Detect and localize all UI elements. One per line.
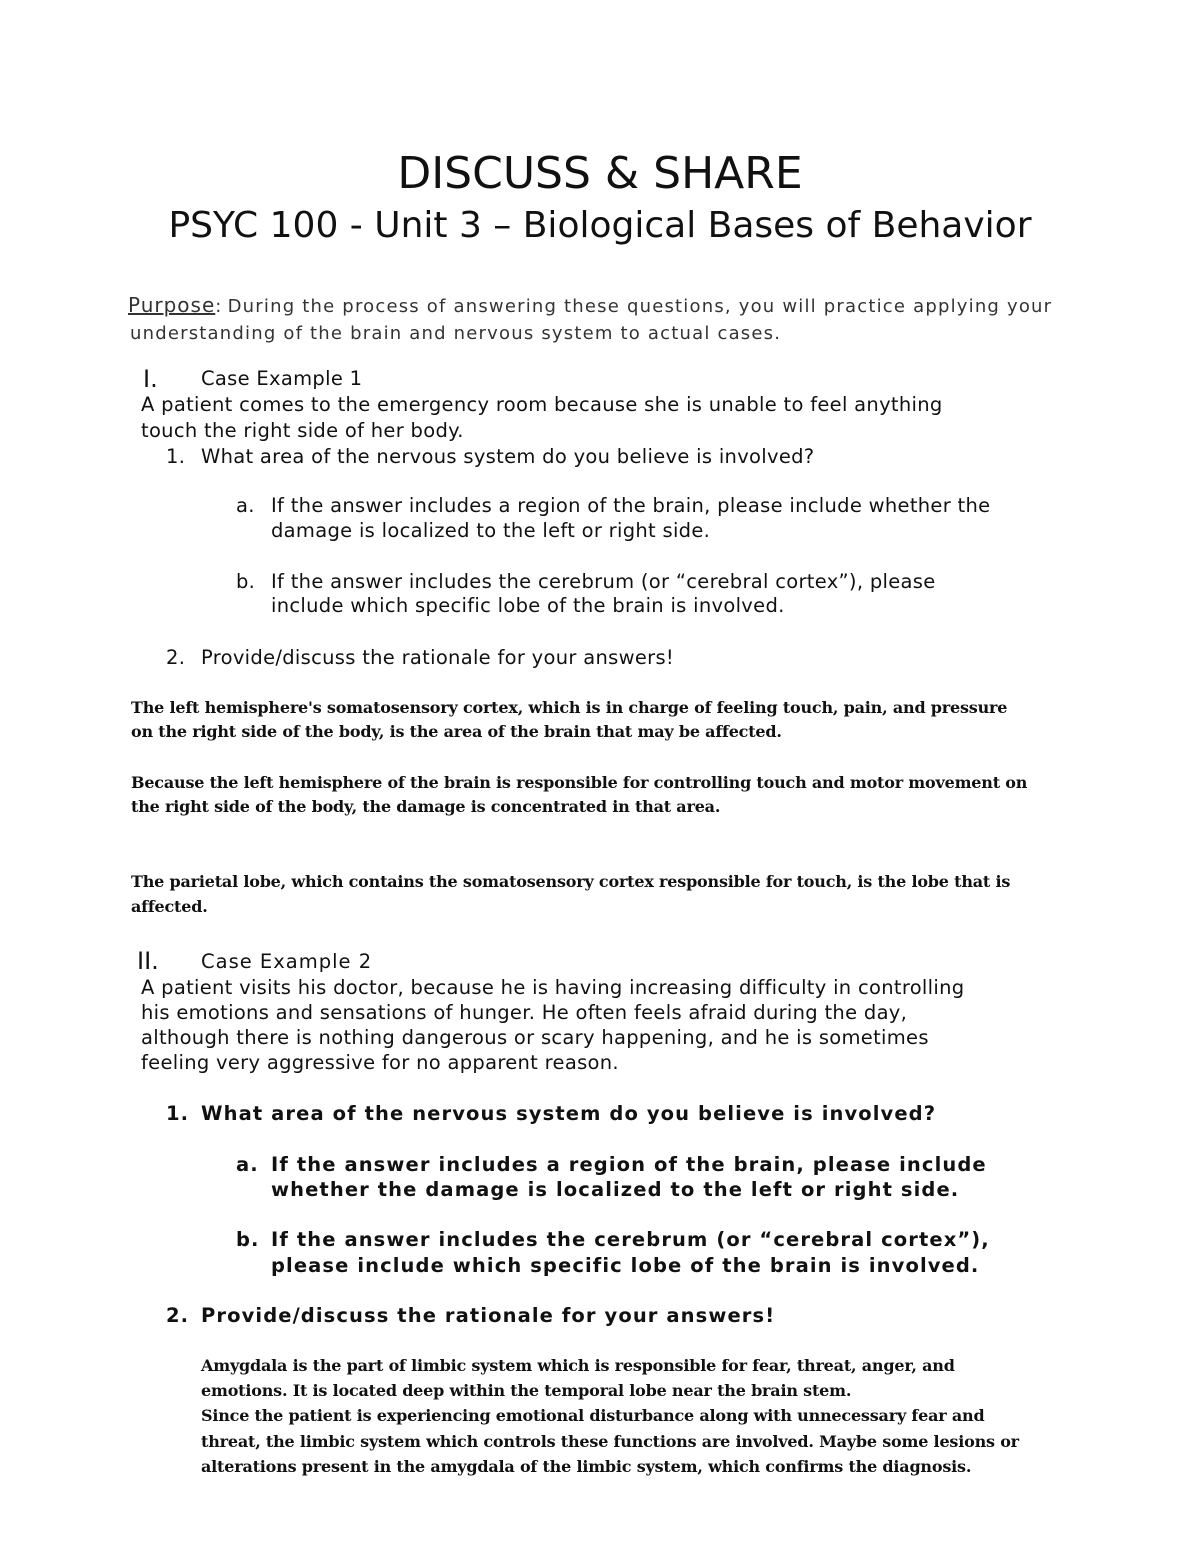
case2-qa-line-1: If the answer includes a region of the brain, please include: [271, 1153, 987, 1176]
case2-desc-3: although there is nothing dangerous or scary happening, and he is sometimes: [141, 1026, 929, 1049]
case2-qb-line-1: If the answer includes the cerebrum (or “cerebral cortex”),: [271, 1228, 990, 1251]
case1-answer-p3-line-2: affected.: [131, 897, 208, 916]
purpose-label: Purpose: [128, 293, 216, 317]
purpose-line-1: [128, 293, 1052, 317]
case1-qb-letter: b.: [236, 570, 256, 593]
case1-answer-p1-line-1: The left hemisphere's somatosensory cortex, which is in charge of feeling touch, pain, and pressure: [131, 698, 1008, 717]
case2-desc-1: A patient visits his doctor, because he is having increasing difficulty in controlling: [141, 976, 965, 999]
case1-qb-line-1: If the answer includes the cerebrum (or “cerebral cortex”), please: [271, 570, 936, 593]
purpose-colon: :: [215, 296, 223, 317]
case2-q1-number: 1.: [166, 1102, 190, 1125]
case2-heading: Case Example 2: [201, 950, 373, 973]
case2-q1-text: What area of the nervous system do you believe is involved?: [201, 1102, 937, 1125]
document-subtitle: PSYC 100 - Unit 3 – Biological Bases of Behavior: [168, 205, 1032, 246]
case1-q2-number: 2.: [166, 646, 186, 669]
case1-desc-2: touch the right side of her body.: [141, 419, 464, 442]
case1-answer-p2-line-1: Because the left hemisphere of the brain is responsible for controlling touch and motor movement on: [131, 773, 1028, 792]
case2-answer-line-3: Since the patient is experiencing emotional disturbance along with unnecessary fear and: [201, 1406, 985, 1425]
case1-q2-text: Provide/discuss the rationale for your answers!: [201, 646, 675, 669]
case2-q2-number: 2.: [166, 1304, 190, 1327]
case1-answer-p1-line-2: on the right side of the body, is the area of the brain that may be affected.: [131, 722, 782, 741]
case1-q1-number: 1.: [166, 445, 186, 468]
case1-qb-line-2: include which specific lobe of the brain is involved.: [271, 594, 785, 617]
case1-q1-text: What area of the nervous system do you believe is involved?: [201, 445, 815, 468]
case2-qa-line-2: whether the damage is localized to the left or right side.: [271, 1178, 960, 1201]
case2-desc-4: feeling very aggressive for no apparent reason.: [141, 1051, 619, 1074]
case1-qa-line-2: damage is localized to the left or right side.: [271, 519, 711, 542]
case2-answer-line-2: emotions. It is located deep within the temporal lobe near the brain stem.: [201, 1381, 852, 1400]
case2-answer-line-4: threat, the limbic system which controls these functions are involved. Maybe some lesions or: [201, 1432, 1019, 1451]
case2-answer-line-5: alterations present in the amygdala of the limbic system, which confirms the diagnosis.: [201, 1457, 972, 1476]
case1-answer-p3-line-1: The parietal lobe, which contains the somatosensory cortex responsible for touch, is the lobe that is: [131, 872, 1011, 891]
case1-heading: Case Example 1: [201, 367, 363, 390]
case2-qb-line-2: please include which specific lobe of the brain is involved.: [271, 1254, 980, 1277]
case1-numeral: I.: [143, 365, 158, 393]
purpose-text-1: During the process of answering these questions, you will practice applying your: [227, 296, 1053, 317]
case2-numeral: II.: [137, 947, 159, 975]
case1-answer-p2-line-2: the right side of the body, the damage is concentrated in that area.: [131, 797, 721, 816]
case1-qa-line-1: If the answer includes a region of the brain, please include whether the: [271, 494, 991, 517]
case2-q2-text: Provide/discuss the rationale for your answers!: [201, 1304, 776, 1327]
case2-desc-2: his emotions and sensations of hunger. He often feels afraid during the day,: [141, 1001, 908, 1024]
case1-qa-letter: a.: [236, 494, 255, 517]
case2-qa-letter: a.: [236, 1153, 259, 1176]
purpose-text-2: understanding of the brain and nervous system to actual cases.: [130, 323, 782, 344]
case2-qb-letter: b.: [236, 1228, 260, 1251]
case2-answer-line-1: Amygdala is the part of limbic system which is responsible for fear, threat, anger, and: [201, 1356, 955, 1375]
case1-desc-1: A patient comes to the emergency room because she is unable to feel anything: [141, 393, 943, 416]
document-title: DISCUSS & SHARE: [397, 148, 803, 199]
